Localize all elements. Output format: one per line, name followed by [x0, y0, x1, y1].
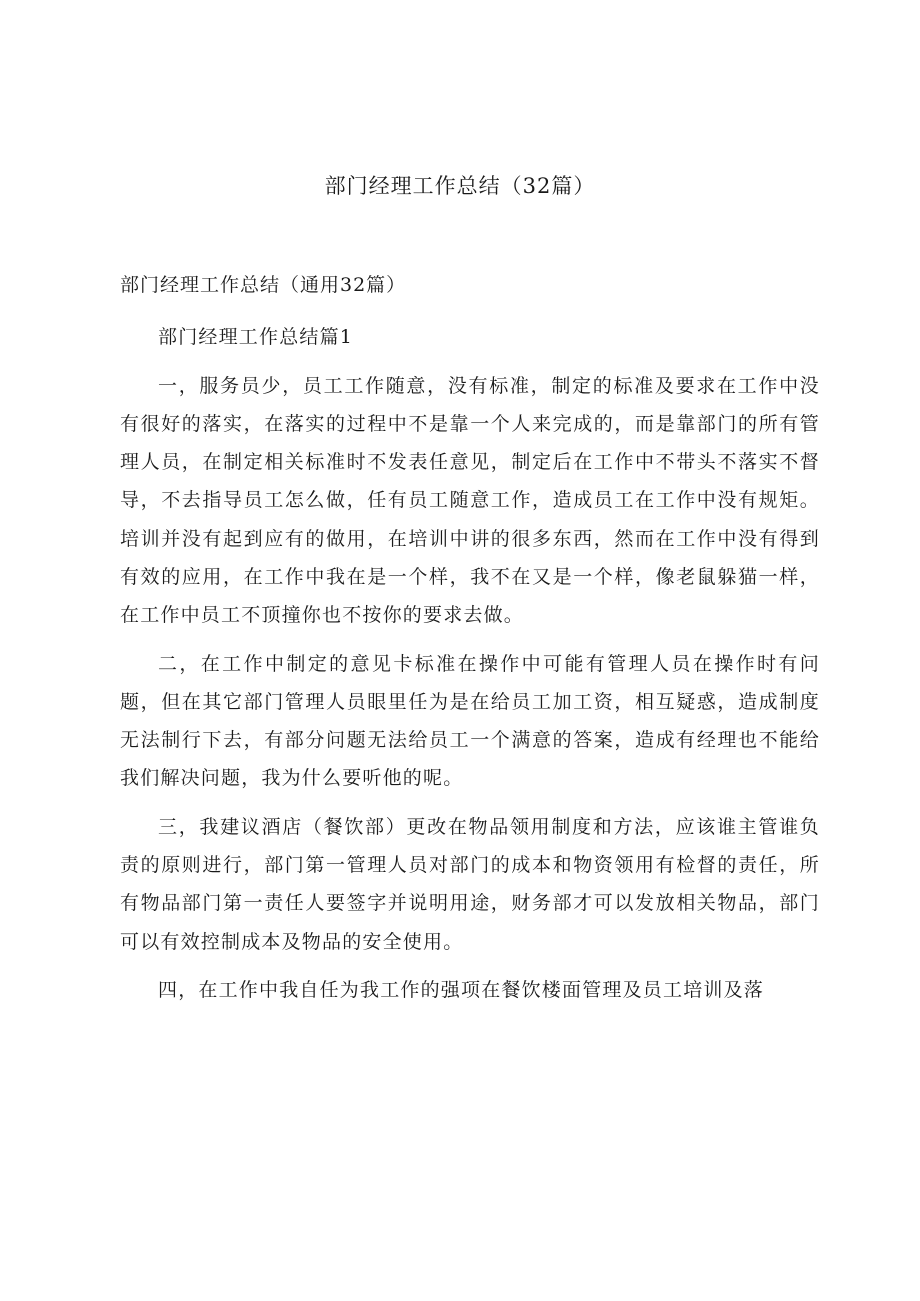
paragraph-2: 二，在工作中制定的意见卡标准在操作中可能有管理人员在操作时有问题，但在其它部门管理人员眼里任为是在给员工加工资，相互疑惑，造成制度无法制行下去，有部分问题无法给员工一个满意的答案，造成有经理也不能给我们解决问题，我为什么要听他的呢。: [120, 652, 820, 790]
paragraph-4: 四，在工作中我自任为我工作的强项在餐饮楼面管理及员工培训及落: [158, 979, 765, 1002]
document-body: [120, 318, 820, 1009]
document-subtitle: 部门经理工作总结（通用32篇）: [120, 274, 407, 296]
section-heading: 部门经理工作总结篇1: [158, 326, 354, 348]
document-title: 部门经理工作总结（32篇）: [324, 174, 596, 198]
paragraph-3: 三，我建议酒店（餐饮部）更改在物品领用制度和方法，应该谁主管谁负责的原则进行，部门第一管理人员对部门的成本和物资领用有检督的责任，所有物品部门第一责任人要签字并说明用途，财务部才可以发放相关物品，部门可以有效控制成本及物品的安全使用。: [120, 815, 820, 953]
paragraph-1: 一，服务员少，员工工作随意，没有标准，制定的标准及要求在工作中没有很好的落实，在落实的过程中不是靠一个人来完成的，而是靠部门的所有管理人员，在制定相关标准时不发表任意见，制定后在工作中不带头不落实不督导，不去指导员工怎么做，任有员工随意工作，造成员工在工作中没有规矩。培训并没有起到应有的做用，在培训中讲的很多东西，然而在工作中没有得到有效的应用，在工作中我在是一个样，我不在又是一个样，像老鼠躲猫一样，在工作中员工不顶撞你也不按你的要求去做。: [120, 374, 820, 626]
